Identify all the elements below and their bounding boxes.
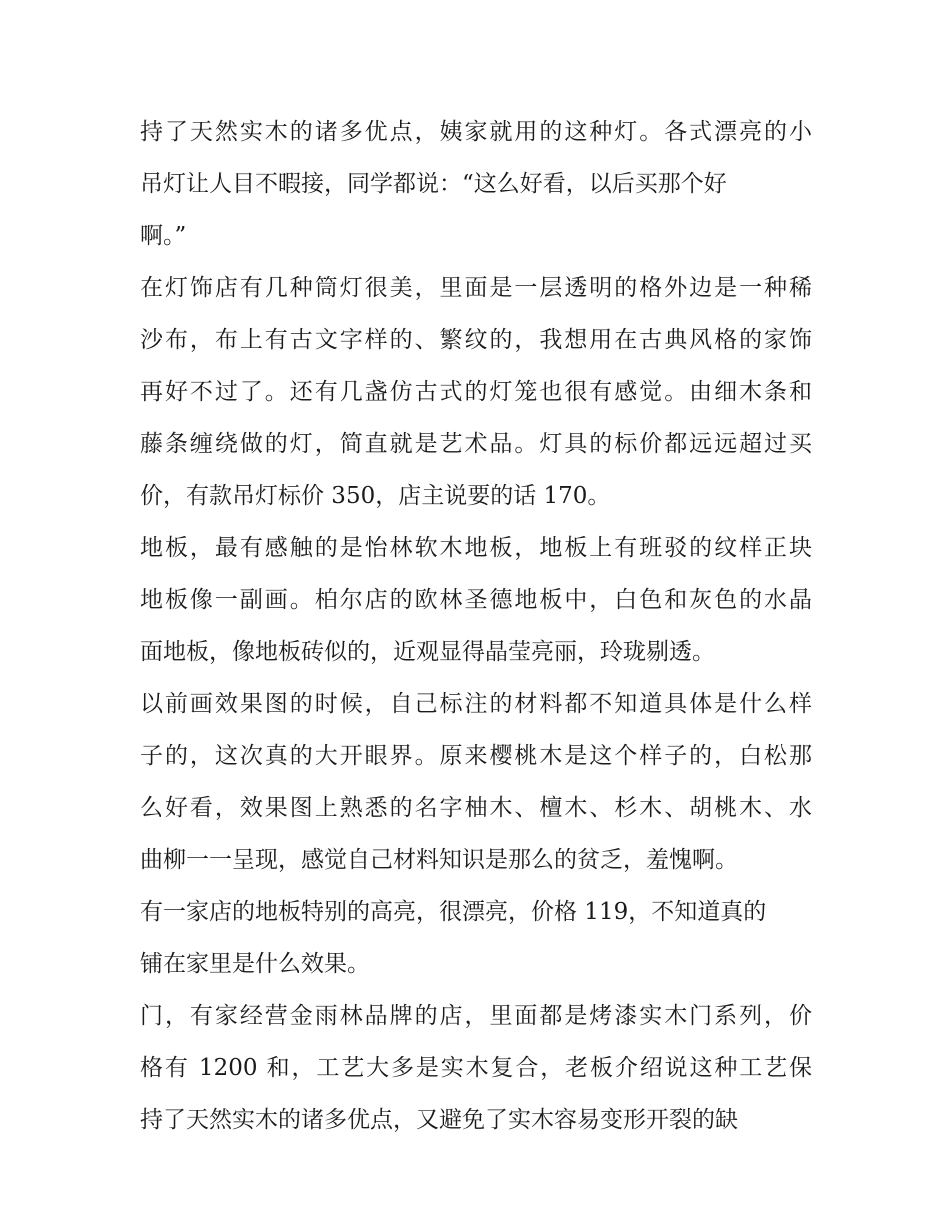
text-line: 门，有家经营金雨林品牌的店，里面都是烤漆实木门系列，价 (140, 1003, 812, 1029)
text-line: 铺在家里是什么效果。 (140, 951, 370, 977)
text-line: 子的，这次真的大开眼界。原来樱桃木是这个样子的，白松那 (140, 743, 812, 769)
text-line: 面地板，像地板砖似的，近观显得晶莹亮丽，玲珑剔透。 (140, 639, 715, 665)
document-body (140, 106, 812, 1146)
text-line: 曲柳一一呈现，感觉自己材料知识是那么的贫乏，羞愧啊。 (140, 847, 738, 873)
text-line: 以前画效果图的时候，自己标注的材料都不知道具体是什么样 (140, 691, 812, 717)
text-line: 持了天然实木的诸多优点，姨家就用的这种灯。各式漂亮的小 (140, 119, 812, 145)
text-line: 啊。” (140, 223, 187, 249)
text-line: 有一家店的地板特别的高亮，很漂亮，价格 119，不知道真的 (140, 899, 767, 925)
text-line: 沙布，布上有古文字样的、繁纹的，我想用在古典风格的家饰 (140, 327, 812, 353)
text-line: 吊灯让人目不暇接，同学都说：“这么好看，以后买那个好 (140, 171, 727, 197)
text-line: 地板像一副画。柏尔店的欧林圣德地板中，白色和灰色的水晶 (140, 587, 812, 613)
text-line: 地板，最有感触的是怡林软木地板，地板上有班驳的纹样正块 (140, 535, 812, 561)
text-line: 么好看，效果图上熟悉的名字柚木、檀木、杉木、胡桃木、水 (140, 795, 812, 821)
text-line: 持了天然实木的诸多优点，又避免了实木容易变形开裂的缺 (140, 1107, 738, 1133)
text-line: 在灯饰店有几种筒灯很美，里面是一层透明的格外边是一种稀 (140, 275, 812, 301)
text-line: 价，有款吊灯标价 350，店主说要的话 170。 (140, 483, 611, 509)
text-line: 再好不过了。还有几盏仿古式的灯笼也很有感觉。由细木条和 (140, 379, 812, 405)
text-line: 藤条缠绕做的灯，简直就是艺术品。灯具的标价都远远超过买 (140, 431, 812, 457)
text-line: 格有 1200 和，工艺大多是实木复合，老板介绍说这种工艺保 (140, 1055, 812, 1081)
